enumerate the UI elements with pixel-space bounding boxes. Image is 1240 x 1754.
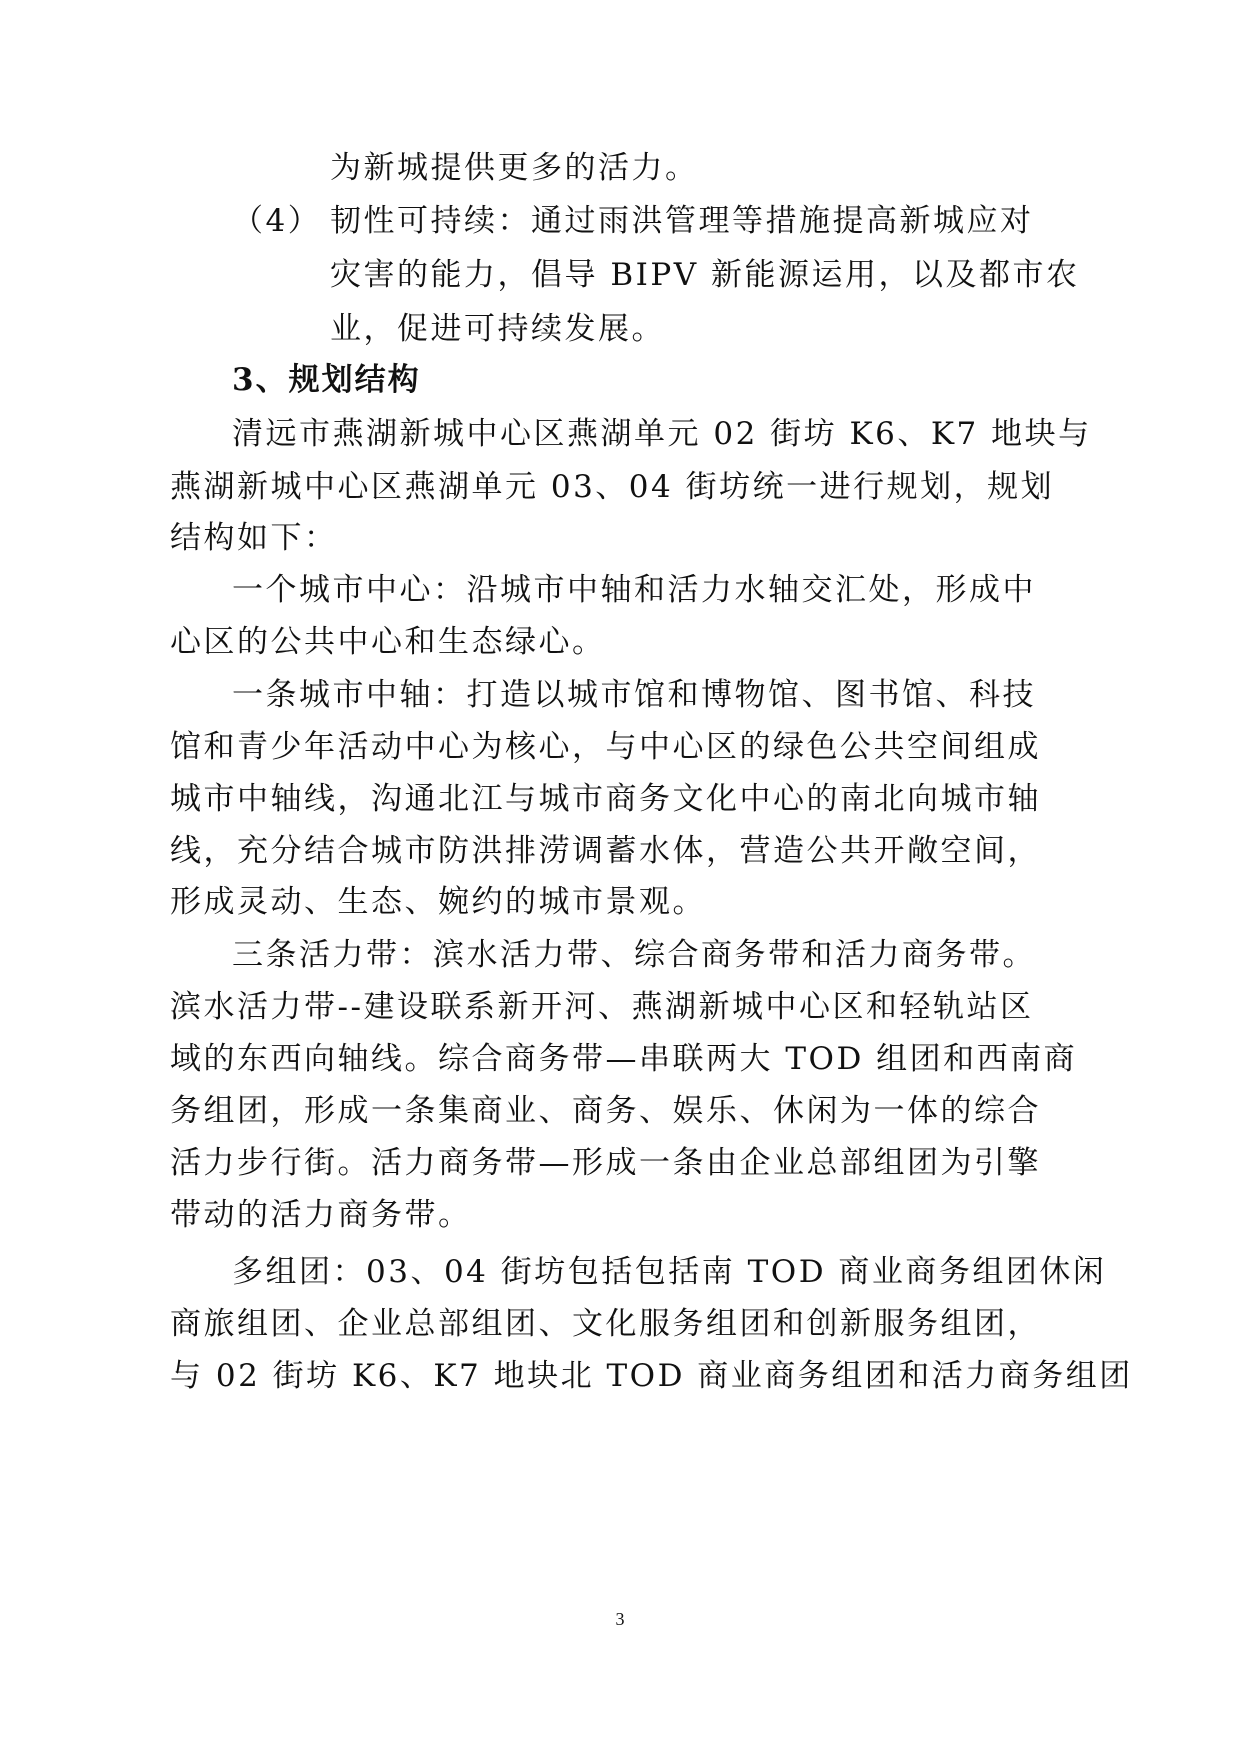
paragraph-line: 带动的活力商务带。	[170, 1197, 472, 1233]
item-4-line: 业，促进可持续发展。	[330, 311, 665, 347]
paragraph-line: 结构如下：	[170, 520, 338, 556]
paragraph-line: 燕湖新城中心区燕湖单元 03、04 街坊统一进行规划，规划	[170, 469, 1055, 505]
paragraph-line: 心区的公共中心和生态绿心。	[170, 624, 606, 660]
paragraph-line: 商旅组团、企业总部组团、文化服务组团和创新服务组团，	[170, 1306, 1041, 1342]
item-3-continuation: 为新城提供更多的活力。	[330, 150, 699, 186]
item-4-number: （4）	[232, 203, 322, 239]
paragraph-line: 城市中轴线，沟通北江与城市商务文化中心的南北向城市轴	[170, 781, 1041, 817]
paragraph-line: 务组团，形成一条集商业、商务、娱乐、休闲为一体的综合	[170, 1093, 1041, 1129]
item-4-line: 韧性可持续：通过雨洪管理等措施提高新城应对	[330, 203, 1034, 239]
paragraph-line: 馆和青少年活动中心为核心，与中心区的绿色公共空间组成	[170, 729, 1041, 765]
paragraph-line: 滨水活力带--建设联系新开河、燕湖新城中心区和轻轨站区	[170, 989, 1034, 1025]
paragraph-line: 清远市燕湖新城中心区燕湖单元 02 街坊 K6、K7 地块与	[232, 416, 1092, 452]
section-heading: 3、规划结构	[232, 362, 421, 398]
paragraph-line: 活力步行街。活力商务带—形成一条由企业总部组团为引擎	[170, 1145, 1041, 1181]
paragraph-line: 多组团：03、04 街坊包括包括南 TOD 商业商务组团休闲	[232, 1254, 1107, 1290]
paragraph-line: 与 02 街坊 K6、K7 地块北 TOD 商业商务组团和活力商务组团	[170, 1358, 1133, 1394]
paragraph-line: 三条活力带：滨水活力带、综合商务带和活力商务带。	[232, 937, 1036, 973]
page-number: 3	[615, 1609, 625, 1629]
paragraph-line: 线，充分结合城市防洪排涝调蓄水体，营造公共开敞空间，	[170, 833, 1041, 869]
paragraph-line: 一个城市中心：沿城市中轴和活力水轴交汇处，形成中	[232, 572, 1036, 608]
paragraph-line: 形成灵动、生态、婉约的城市景观。	[170, 884, 706, 920]
paragraph-line: 域的东西向轴线。综合商务带—串联两大 TOD 组团和西南商	[170, 1041, 1078, 1077]
paragraph-line: 一条城市中轴：打造以城市馆和博物馆、图书馆、科技	[232, 677, 1036, 713]
item-4-line: 灾害的能力，倡导 BIPV 新能源运用，以及都市农	[330, 257, 1080, 293]
